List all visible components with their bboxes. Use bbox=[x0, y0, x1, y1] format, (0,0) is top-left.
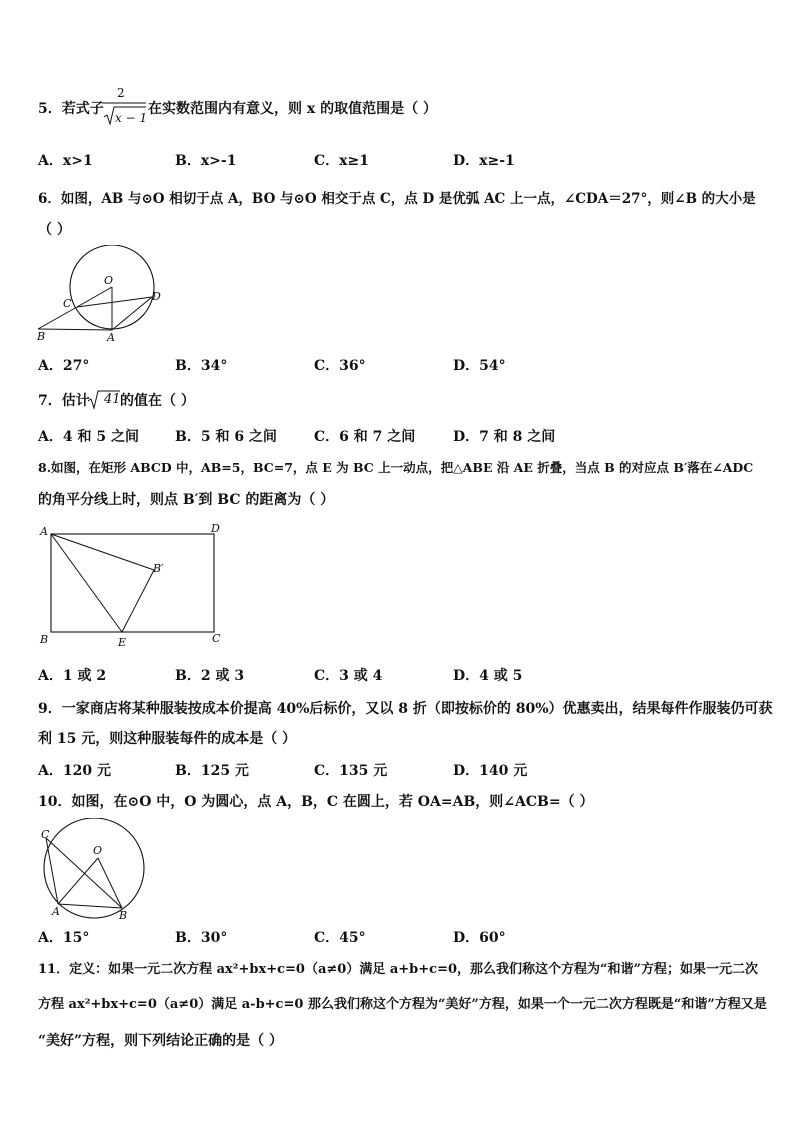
q5-option-b[interactable]: B．x>-1 bbox=[175, 153, 237, 169]
q5-suffix: 在实数范围内有意义，则 x 的取值范围是（ ） bbox=[148, 101, 437, 117]
q10-option-c[interactable]: C．45° bbox=[314, 930, 366, 946]
q9-option-b[interactable]: B．125 元 bbox=[175, 763, 249, 779]
q8-option-d[interactable]: D．4 或 5 bbox=[453, 668, 523, 684]
q8-option-b[interactable]: B．2 或 3 bbox=[175, 668, 245, 684]
q10-option-a[interactable]: A．15° bbox=[38, 930, 90, 946]
q7-suffix: 的值在（ ） bbox=[120, 393, 195, 409]
q5-option-c[interactable]: C．x≥1 bbox=[314, 153, 369, 169]
q6-label-c: C bbox=[63, 297, 72, 310]
q10-label-c: C bbox=[41, 828, 50, 841]
q9-stem-line1: 9．一家商店将某种服装按成本价提高 40%后标价，又以 8 折（即按标价的 80%）优惠卖出，结果每件作服装仍可获 bbox=[38, 701, 773, 717]
q6-stem-line1: 6．如图，AB 与⊙O 相切于点 A，BO 与⊙O 相交于点 C，点 D 是优弧 AC 上一点，∠CDA＝27°，则∠B 的大小是 bbox=[38, 191, 756, 207]
q8-label-c: C bbox=[212, 632, 221, 645]
q6-label-o: O bbox=[104, 274, 114, 287]
q8-label-b: B bbox=[40, 633, 49, 646]
q6-label-a: A bbox=[107, 331, 115, 344]
q11-stem-line3: “美好”方程，则下列结论正确的是（ ） bbox=[38, 1033, 283, 1049]
q10-label-b: B bbox=[119, 909, 128, 920]
q9-stem-line2: 利 15 元，则这种服装每件的成本是（ ） bbox=[38, 731, 297, 747]
q10-option-b[interactable]: B．30° bbox=[175, 930, 228, 946]
q6-label-b: B bbox=[37, 330, 46, 343]
q8-label-e: E bbox=[118, 636, 127, 649]
q5-option-d[interactable]: D．x≥-1 bbox=[453, 153, 515, 169]
q8-label-b-prime: B′ bbox=[153, 562, 164, 575]
q10-option-d[interactable]: D．60° bbox=[453, 930, 506, 946]
q6-figure bbox=[30, 245, 170, 345]
q8-stem-line2: 的角平分线上时，则点 B′到 BC 的距离为（ ） bbox=[38, 492, 335, 508]
q5-numerator: 2 bbox=[117, 86, 125, 100]
q10-stem-line1: 10．如图，在⊙O 中，O 为圆心，点 A，B，C 在圆上，若 OA=AB，则∠ACB=（ ） bbox=[38, 794, 594, 810]
q6-stem-line2: （ ） bbox=[38, 222, 71, 238]
q7-option-a[interactable]: A．4 和 5 之间 bbox=[38, 429, 139, 445]
q5-option-a[interactable]: A．x>1 bbox=[38, 153, 93, 169]
q8-label-d: D bbox=[211, 522, 220, 535]
q11-stem-line1: 11．定义：如果一元二次方程 ax²+bx+c=0（a≠0）满足 a+b+c=0，那么我们称这个方程为“和谐”方程；如果一元二次 bbox=[38, 962, 758, 977]
q6-option-b[interactable]: B．34° bbox=[175, 358, 228, 374]
q5-denominator: x − 1 bbox=[115, 111, 148, 125]
q9-option-d[interactable]: D．140 元 bbox=[453, 763, 528, 779]
q7-prefix: 7．估计 bbox=[38, 393, 90, 409]
q7-option-b[interactable]: B．5 和 6 之间 bbox=[175, 429, 277, 445]
q9-option-c[interactable]: C．135 元 bbox=[314, 763, 388, 779]
q10-label-o: O bbox=[93, 844, 103, 857]
q6-option-a[interactable]: A．27° bbox=[38, 358, 90, 374]
q8-option-a[interactable]: A．1 或 2 bbox=[38, 668, 107, 684]
q8-rectangle bbox=[51, 534, 214, 632]
q10-label-a: A bbox=[52, 905, 60, 918]
q7-option-c[interactable]: C．6 和 7 之间 bbox=[314, 429, 416, 445]
q9-option-a[interactable]: A．120 元 bbox=[38, 763, 111, 779]
q8-figure bbox=[36, 520, 232, 650]
q8-stem-line1: 8.如图，在矩形 ABCD 中，AB=5，BC=7，点 E 为 BC 上一动点，把△ABE 沿 AE 折叠，当点 B 的对应点 B′落在∠ADC bbox=[38, 460, 754, 475]
q10-figure bbox=[36, 818, 152, 920]
q7-option-d[interactable]: D．7 和 8 之间 bbox=[453, 429, 556, 445]
q6-label-d: D bbox=[152, 290, 161, 303]
q6-option-c[interactable]: C．36° bbox=[314, 358, 366, 374]
q8-label-a: A bbox=[40, 525, 48, 538]
q5-prefix: 5．若式子 bbox=[38, 101, 104, 117]
q7-radicand: 41 bbox=[104, 392, 121, 407]
q8-option-c[interactable]: C．3 或 4 bbox=[314, 668, 383, 684]
q11-stem-line2: 方程 ax²+bx+c=0（a≠0）满足 a-b+c=0 那么我们称这个方程为“美好”方程，如果一个一元二次方程既是“和谐”方程又是 bbox=[38, 997, 767, 1012]
q6-option-d[interactable]: D．54° bbox=[453, 358, 506, 374]
